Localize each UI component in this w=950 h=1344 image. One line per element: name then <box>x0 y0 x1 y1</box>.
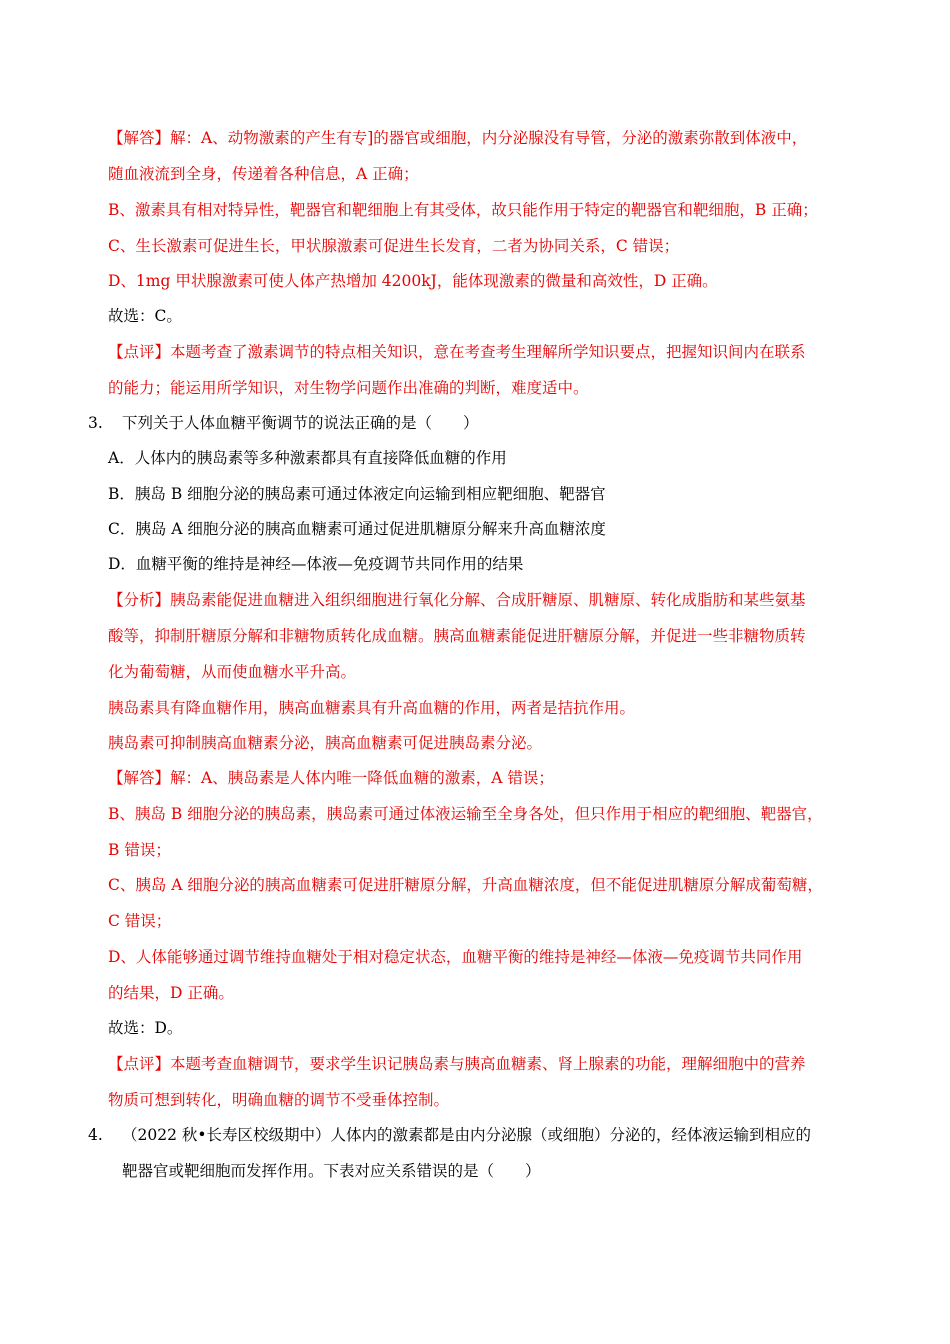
q3-analysis-line-3: 化为葡萄糖，从而使血糖水平升高。 <box>108 663 357 681</box>
q2-answer-line-3: B、激素具有相对特异性，靶器官和靶细胞上有其受体，故只能作用于特定的靶器官和靶细胞，B 正确； <box>108 201 818 219</box>
q2-choice: 故选：C。 <box>108 307 182 325</box>
q4-stem-line-1: （2022 秋•长寿区校级期中）人体内的激素都是由内分泌腺（或细胞）分泌的，经体液运输到相应的 <box>122 1126 812 1144</box>
q3-choice: 故选：D。 <box>108 1019 183 1037</box>
q3-analysis-line-5: 胰岛素可抑制胰高血糖素分泌，胰高血糖素可促进胰岛素分泌。 <box>108 734 543 752</box>
q3-answer-line-7: 的结果，D 正确。 <box>108 984 234 1002</box>
q3-option-b: B．胰岛 B 细胞分泌的胰岛素可通过体液定向运输到相应靶细胞、靶器官 <box>108 485 606 503</box>
q3-answer-line-6: D、人体能够通过调节维持血糖处于相对稳定状态，血糖平衡的维持是神经—体液—免疫调节共同作用 <box>108 948 803 966</box>
q3-number: 3. <box>88 414 103 432</box>
q3-analysis-line-2: 酸等，抑制肝糖原分解和非糖物质转化成血糖。胰高血糖素能促进肝糖原分解，并促进一些非糖物质转 <box>108 627 806 645</box>
q3-analysis-line-1: 【分析】胰岛素能促进血糖进入组织细胞进行氧化分解、合成肝糖原、肌糖原、转化成脂肪和某些氨基 <box>108 591 806 609</box>
q3-stem: 下列关于人体血糖平衡调节的说法正确的是（ ） <box>122 414 479 432</box>
q3-answer-line-3: B 错误； <box>108 841 171 859</box>
q4-stem-line-2: 靶器官或靶细胞而发挥作用。下表对应关系错误的是（ ） <box>122 1162 541 1180</box>
q2-answer-line-5: D、1mg 甲状腺激素可使人体产热增加 4200kJ，能体现激素的微量和高效性，D 正确。 <box>108 272 718 290</box>
q3-comment-line-1: 【点评】本题考查血糖调节，要求学生识记胰岛素与胰高血糖素、肾上腺素的功能，理解细胞中的营养 <box>108 1055 806 1073</box>
q3-comment-line-2: 物质可想到转化，明确血糖的调节不受垂体控制。 <box>108 1091 450 1109</box>
q3-answer-line-1: 【解答】解：A、胰岛素是人体内唯一降低血糖的激素，A 错误； <box>108 769 554 787</box>
q2-comment-line-2: 的能力；能运用所学知识，对生物学问题作出准确的判断，难度适中。 <box>108 379 589 397</box>
q2-answer-line-4: C、生长激素可促进生长，甲状腺激素可促进生长发育，二者为协同关系，C 错误； <box>108 237 680 255</box>
q3-option-a: A．人体内的胰岛素等多种激素都具有直接降低血糖的作用 <box>108 449 507 467</box>
q3-analysis-line-4: 胰岛素具有降血糖作用，胰高血糖素具有升高血糖的作用，两者是拮抗作用。 <box>108 699 636 717</box>
q2-comment-line-1: 【点评】本题考查了激素调节的特点相关知识，意在考查考生理解所学知识要点，把握知识间内在联系 <box>108 343 806 361</box>
q2-answer-line-2: 随血液流到全身，传递着各种信息，A 正确； <box>108 165 419 183</box>
q3-answer-line-5: C 错误； <box>108 912 172 930</box>
q3-option-d: D．血糖平衡的维持是神经—体液—免疫调节共同作用的结果 <box>108 555 524 573</box>
q3-answer-line-2: B、胰岛 B 细胞分泌的胰岛素，胰岛素可通过体液运输至全身各处，但只作用于相应的靶细胞、靶器官， <box>108 805 823 823</box>
q3-answer-line-4: C、胰岛 A 细胞分泌的胰高血糖素可促进肝糖原分解，升高血糖浓度，但不能促进肌糖原分解成葡萄糖， <box>108 876 823 894</box>
q4-number: 4. <box>88 1126 103 1144</box>
q2-answer-line-1: 【解答】解：A、动物激素的产生有专]的器官或细胞，内分泌腺没有导管，分泌的激素弥散到体液中， <box>108 129 808 147</box>
q3-option-c: C．胰岛 A 细胞分泌的胰高血糖素可通过促进肌糖原分解来升高血糖浓度 <box>108 520 606 538</box>
